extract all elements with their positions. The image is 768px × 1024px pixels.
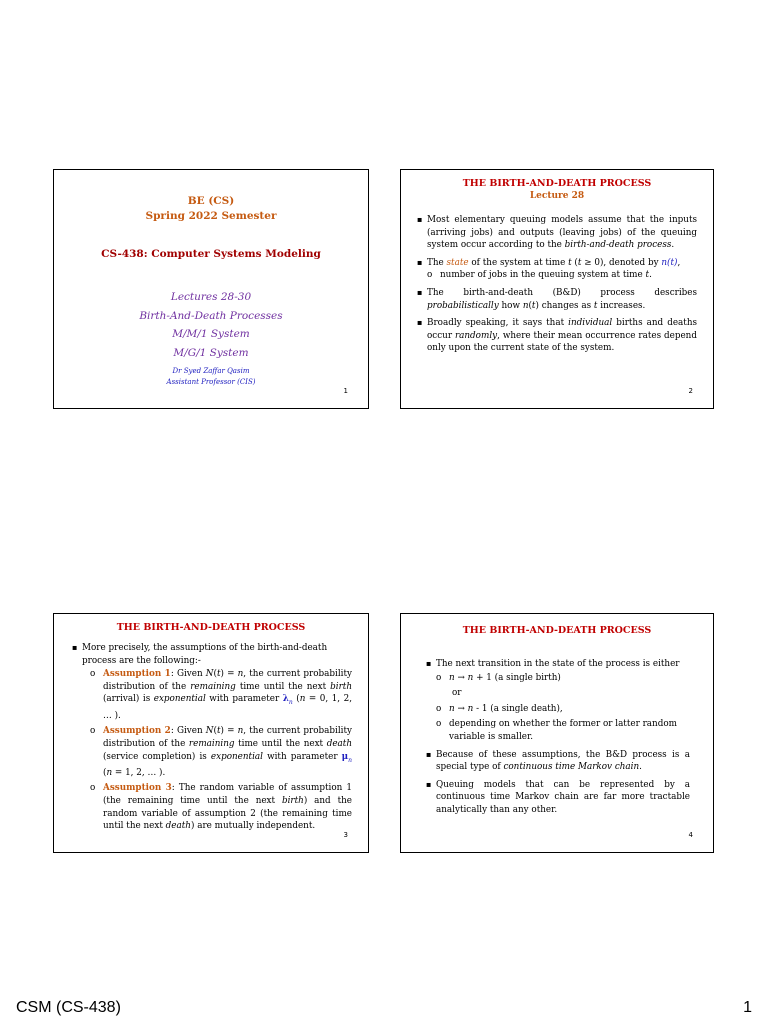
author-role: Assistant Professor (CIS)	[166, 378, 256, 386]
assumption-2: o Assumption 2: Given N(t) = n, the current probability distribution of the remaining time until the next death (service completion) is exponential with parameter $\mu_n$ (n = 1, 2, … ).	[90, 725, 352, 779]
bullet-list	[417, 214, 697, 360]
sub-list	[436, 672, 690, 744]
list-item: ▪ More precisely, the assumptions of the birth-and-death process are the following:- o Assumption 1: Given N(t) = n, the current probability distribution of the remaining time until the next birth (arrival) is exponential with parameter $\lambda_n$ (n = 0, 1, 2, … ). o Assumption 2: Given N(t) = n, the current probability distribution of the remaining time until the next death (service completion) is exponential with parameter $\mu_n$ (n = 1, 2, … ). o Assumption 3: The random variable of assumption 1 (the remaining time until the next birth) and the random variable of assumption 2 (the remaining time until the next death) are mutually independent.	[72, 642, 352, 833]
slide-2	[400, 169, 714, 409]
footer-page-number: 1	[743, 999, 752, 1016]
slide-title: THE BIRTH-AND-DEATH PROCESS	[116, 622, 306, 633]
slide-4	[400, 613, 714, 853]
assumption-1: o Assumption 1: Given N(t) = n, the current probability distribution of the remaining time until the next birth (arrival) is exponential with parameter $\lambda_n$ (n = 0, 1, 2, … ).	[90, 668, 352, 722]
topic-birth-death: Birth-And-Death Processes	[139, 309, 283, 322]
page-number: 1	[343, 387, 348, 395]
bullet-list	[426, 658, 690, 822]
slide-1	[53, 169, 369, 409]
topic-mg1: M/G/1 System	[173, 346, 249, 359]
author-block	[54, 366, 368, 388]
sub-list-item: o number of jobs in the queuing system at time t.	[427, 269, 697, 282]
page-number: 2	[688, 387, 693, 395]
title-text: THE BIRTH-AND-DEATH PROCESS	[462, 178, 652, 189]
page-number: 4	[688, 831, 693, 839]
footer-course-label: CSM (CS-438)	[16, 999, 121, 1016]
lecture-subtitle: Lecture 28	[529, 191, 585, 201]
lecture-topics	[54, 288, 368, 362]
list-item: ▪ Broadly speaking, it says that individual births and deaths occur randomly, where their mean occurrence rates depend only upon the current state of the system.	[417, 317, 697, 355]
author-name: Dr Syed Zaffar Qasim	[172, 367, 250, 375]
list-item: ▪ Because of these assumptions, the B&D process is a special type of continuous time Markov chain.	[426, 749, 690, 774]
course-title: CS-438: Computer Systems Modeling	[101, 248, 321, 260]
program-label: BE (CS)	[187, 195, 235, 207]
list-item: ▪ The birth-and-death (B&D) process describes probabilistically how n(t) changes as t increases.	[417, 287, 697, 312]
sub-list-item: o depending on whether the former or latter random variable is smaller.	[436, 718, 690, 743]
slide-1-heading	[54, 194, 368, 224]
bullet-list	[72, 642, 352, 838]
assumption-3: o Assumption 3: The random variable of assumption 1 (the remaining time until the next birth) and the random variable of assumption 2 (the remaining time until the next death) are mutually independent.	[90, 782, 352, 832]
list-item: ▪ Most elementary queuing models assume that the inputs (arriving jobs) and outputs (leaving jobs) of the queuing system occur according to the birth-and-death process.	[417, 214, 697, 252]
topic-mm1: M/M/1 System	[172, 328, 250, 340]
slide-3	[53, 613, 369, 853]
lectures-label: Lectures 28-30	[170, 291, 252, 303]
slide-title: THE BIRTH-AND-DEATH PROCESS	[462, 625, 652, 636]
list-item: ▪ The state of the system at time t (t ≥ 0), denoted by n(t), o number of jobs in the queuing system at time t.	[417, 257, 697, 282]
list-item: ▪ Queuing models that can be represented by a continuous time Markov chain are far more tractable analytically than any other.	[426, 779, 690, 817]
sub-list-item: o n → n + 1 (a single birth)	[436, 672, 690, 685]
sub-list	[427, 269, 697, 282]
semester-label: Spring 2022 Semester	[145, 210, 277, 222]
or-label: or	[452, 688, 462, 699]
list-item: ▪ The next transition in the state of the process is either o n → n + 1 (a single birth) or o n → n - 1 (a single death), o depending on whether the former or latter random variable is smaller.	[426, 658, 690, 744]
sub-list-item: o n → n - 1 (a single death),	[436, 703, 690, 716]
slide-title	[401, 178, 713, 202]
sub-list	[90, 668, 352, 833]
page-number: 3	[343, 831, 348, 839]
